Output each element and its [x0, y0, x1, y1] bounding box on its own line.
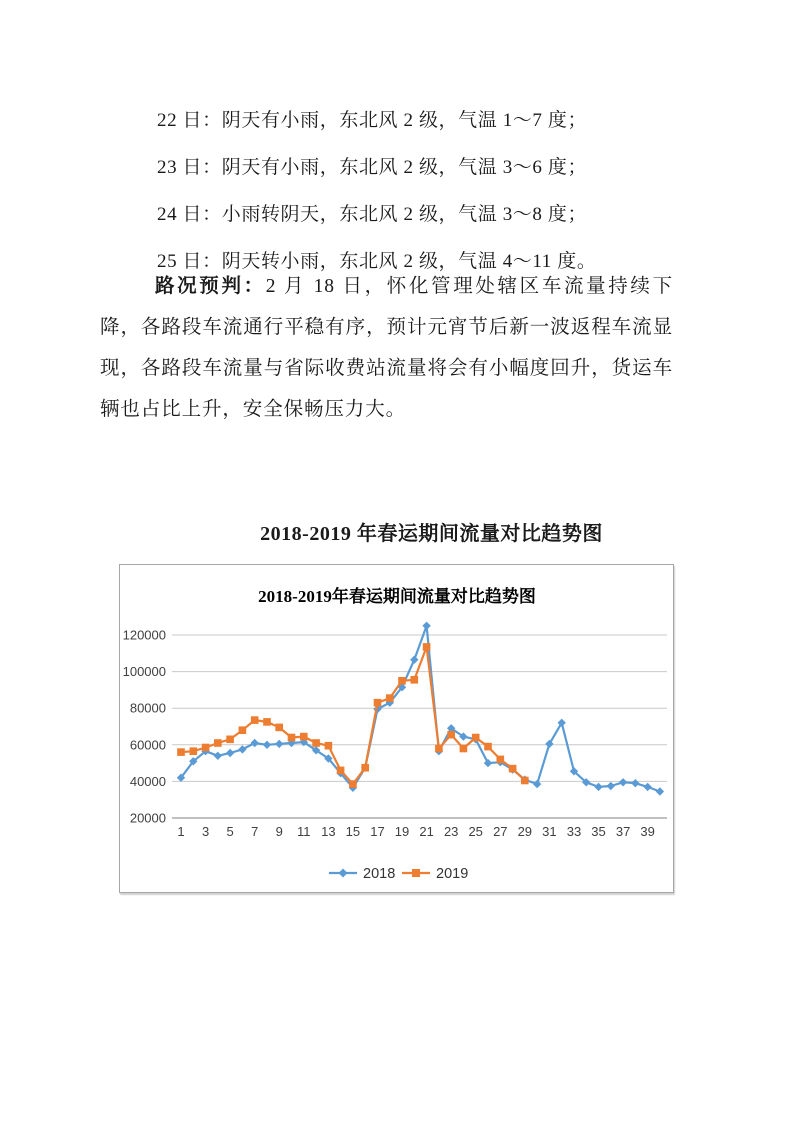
x-tick-label: 33 [566, 824, 582, 839]
diamond-marker [238, 745, 246, 753]
square-marker [361, 764, 369, 772]
x-tick-label: 21 [419, 824, 434, 839]
diamond-marker [251, 739, 259, 747]
chart-container [119, 564, 674, 893]
series-line-2019 [181, 647, 525, 784]
x-tick-label: 15 [345, 824, 361, 839]
x-tick-label: 29 [517, 824, 533, 839]
x-tick-label: 19 [394, 824, 410, 839]
legend-square-marker [412, 869, 420, 877]
square-marker [263, 718, 271, 726]
y-tick-label: 120000 [122, 627, 166, 643]
square-marker [300, 733, 308, 741]
x-tick-label: 1 [177, 824, 185, 839]
diamond-marker [594, 783, 602, 791]
traffic-forecast-paragraph [100, 266, 673, 430]
square-marker [202, 744, 210, 752]
x-tick-label: 17 [370, 824, 385, 839]
x-tick-label: 35 [591, 824, 606, 839]
diamond-marker [422, 622, 430, 630]
square-marker [447, 731, 455, 739]
square-marker [325, 742, 333, 750]
square-marker [521, 777, 529, 785]
x-tick-label: 27 [493, 824, 508, 839]
legend-label-2018: 2018 [363, 866, 396, 882]
y-tick-label: 40000 [129, 773, 166, 789]
x-tick-label: 37 [615, 824, 631, 839]
y-tick-label: 80000 [129, 700, 166, 716]
square-marker [484, 743, 492, 751]
line-chart [120, 565, 673, 892]
square-marker [288, 734, 296, 742]
x-tick-label: 9 [275, 824, 283, 839]
diamond-marker [275, 740, 283, 748]
diamond-marker [214, 752, 222, 760]
square-marker [349, 780, 357, 788]
diamond-marker [643, 783, 651, 791]
square-marker [214, 739, 222, 747]
x-tick-label: 7 [251, 824, 259, 839]
diamond-marker [631, 779, 639, 787]
x-tick-label: 5 [226, 824, 234, 839]
diamond-marker [410, 656, 418, 664]
square-marker [312, 739, 320, 747]
square-marker [460, 745, 468, 753]
weather-line-22: 22 日：阴天有小雨，东北风 2 级，气温 1～7 度； [157, 110, 588, 131]
x-tick-label: 13 [321, 824, 336, 839]
square-marker [226, 736, 234, 744]
square-marker [177, 748, 185, 756]
x-tick-label: 25 [468, 824, 483, 839]
y-tick-label: 100000 [122, 664, 166, 680]
diamond-marker [656, 787, 664, 795]
diamond-marker [607, 782, 615, 790]
square-marker [398, 677, 406, 685]
diamond-marker [226, 749, 234, 757]
square-marker [337, 767, 345, 775]
square-marker [423, 643, 431, 651]
diamond-marker [619, 778, 627, 786]
forecast-label: 路况预判： [155, 276, 266, 297]
legend-diamond-marker [339, 869, 348, 878]
chart-heading: 2018-2019 年春运期间流量对比趋势图 [260, 523, 603, 545]
diamond-marker [484, 759, 492, 767]
square-marker [251, 716, 259, 724]
forecast-body: 2 月 18 日，怀化管理处辖区车流量持续下降，各路段车流通行平稳有序，预计元宵节后新一波返程车流显现，各路段车流量与省际收费站流量将会有小幅度回升，货运车辆也占比上升，安全保畅压力大。 [100, 276, 673, 420]
chart-title: 2018-2019年春运期间流量对比趋势图 [258, 587, 536, 606]
x-tick-label: 23 [443, 824, 459, 839]
diamond-marker [263, 741, 271, 749]
square-marker [239, 726, 247, 734]
x-tick-label: 11 [297, 824, 311, 839]
square-marker [374, 699, 382, 707]
x-tick-label: 31 [542, 824, 557, 839]
weather-line-23: 23 日：阴天有小雨，东北风 2 级，气温 3～6 度； [157, 157, 588, 178]
square-marker [435, 745, 443, 753]
square-marker [497, 756, 505, 764]
square-marker [386, 694, 394, 702]
square-marker [472, 734, 480, 742]
y-tick-label: 60000 [129, 737, 166, 753]
weather-forecast-block [157, 97, 596, 285]
square-marker [275, 724, 283, 732]
x-tick-label: 39 [640, 824, 655, 839]
y-tick-label: 20000 [129, 810, 166, 826]
square-marker [411, 676, 419, 684]
x-tick-label: 3 [201, 824, 210, 839]
weather-line-24: 24 日：小雨转阴天，东北风 2 级，气温 3～8 度； [157, 204, 588, 225]
weather-line-25: 25 日：阴天转小雨，东北风 2 级，气温 4～11 度。 [157, 251, 597, 272]
legend-label-2019: 2019 [436, 866, 469, 882]
square-marker [509, 765, 517, 773]
square-marker [190, 747, 198, 755]
